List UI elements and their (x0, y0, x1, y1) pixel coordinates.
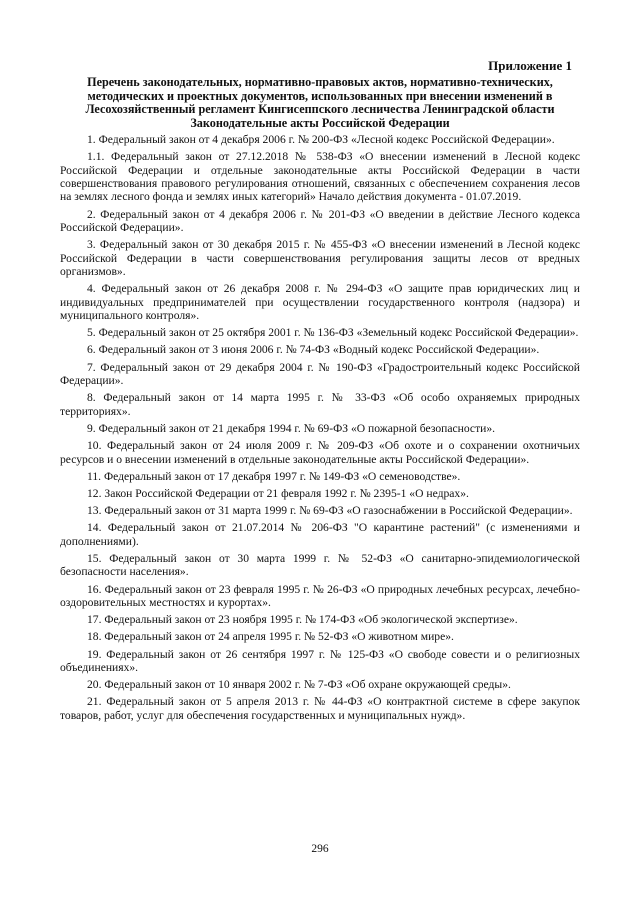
list-item: 14. Федеральный закон от 21.07.2014 № 206-ФЗ "О карантине растений" (с изменениями и дополнениями). (60, 521, 580, 548)
list-item: 1. Федеральный закон от 4 декабря 2006 г. № 200-ФЗ «Лесной кодекс Российской Федерации». (87, 133, 555, 146)
list-item: 6. Федеральный закон от 3 июня 2006 г. № 74-ФЗ «Водный кодекс Российской Федерации». (87, 343, 540, 357)
law-list (60, 133, 580, 726)
list-item: 17. Федеральный закон от 23 ноября 1995 г. № 174-ФЗ «Об экологической экспертизе». (87, 613, 518, 627)
list-item: 7. Федеральный закон от 29 декабря 2004 г. № 190-ФЗ «Градостроительный кодекс Российской Федерации». (60, 360, 580, 388)
list-item: 10. Федеральный закон от 24 июля 2009 г. № 209-ФЗ «Об охоте и о сохранении охотничьих ресурсов и о внесении изменений в отдельные законодательные акты Российской Федерации». (60, 439, 580, 466)
list-item: 18. Федеральный закон от 24 апреля 1995 г. № 52-ФЗ «О животном мире». (87, 630, 454, 644)
list-item: 4. Федеральный закон от 26 декабря 2008 г. № 294-ФЗ «О защите прав юридических лиц и индивидуальных предпринимателей при осуществлении государственного контроля (надзора) и муниципального контроля». (60, 282, 580, 323)
list-item: 12. Закон Российской Федерации от 21 февраля 1992 г. № 2395-1 «О недрах». (87, 486, 469, 500)
list-item: 21. Федеральный закон от 5 апреля 2013 г. № 44-ФЗ «О контрактной системе в сфере закупок товаров, работ, услуг для обеспечения государственных и муниципальных нужд». (60, 695, 580, 722)
list-item: 9. Федеральный закон от 21 декабря 1994 г. № 69-ФЗ «О пожарной безопасности». (87, 421, 496, 435)
list-item: 3. Федеральный закон от 30 декабря 2015 г. № 455-ФЗ «О внесении изменений в Лесной кодекс Российской Федерации в части совершенствования регулирования защиты лесов от вредных организмов». (60, 238, 580, 279)
list-item: 15. Федеральный закон от 30 марта 1999 г. № 52-ФЗ «О санитарно-эпидемиологической безопасности населения». (60, 551, 580, 579)
document-title: Перечень законодательных, нормативно-правовых актов, нормативно-технических, методических и проектных документов, использованных при внесении изменений в Лесохозяйственный регламент Кингисеппского лесничества Ленинградской области (85, 75, 555, 117)
list-item: 16. Федеральный закон от 23 февраля 1995 г. № 26-ФЗ «О природных лечебных ресурсах, лечебно-оздоровительных местностях и курортах». (60, 582, 580, 609)
list-item: 2. Федеральный закон от 4 декабря 2006 г. № 201-ФЗ «О введении в действие Лесного кодекса Российской Федерации». (60, 207, 580, 235)
page-number: 296 (311, 843, 329, 855)
list-item: 20. Федеральный закон от 10 января 2002 г. № 7-ФЗ «Об охране окружающей среды». (87, 678, 511, 692)
appendix-label: Приложение 1 (488, 58, 572, 73)
list-item: 19. Федеральный закон от 26 сентября 1997 г. № 125-ФЗ «О свободе совести и о религиозных объединениях». (60, 647, 580, 674)
list-item: 5. Федеральный закон от 25 октября 2001 г. № 136-ФЗ «Земельный кодекс Российской Федерации». (87, 326, 579, 340)
section-heading: Законодательные акты Российской Федерации (190, 116, 450, 130)
list-item: 13. Федеральный закон от 31 марта 1999 г. № 69-ФЗ «О газоснабжении в Российской Федерации». (87, 504, 573, 518)
list-item: 8. Федеральный закон от 14 марта 1995 г. № 33-ФЗ «Об особо охраняемых природных территориях». (60, 391, 580, 418)
list-item: 11. Федеральный закон от 17 декабря 1997 г. № 149-ФЗ «О семеноводстве». (87, 469, 461, 483)
list-item: 1.1. Федеральный закон от 27.12.2018 № 538-ФЗ «О внесении изменений в Лесной кодекс Российской Федерации и отдельные законодательные акты Российской Федерации в части совершенствования правового регулирования отношений, связанных с обеспечением сохранения лесов на землях лесного фонда и землях иных категорий» Начало действия документа - 01.07.2019. (60, 150, 580, 204)
